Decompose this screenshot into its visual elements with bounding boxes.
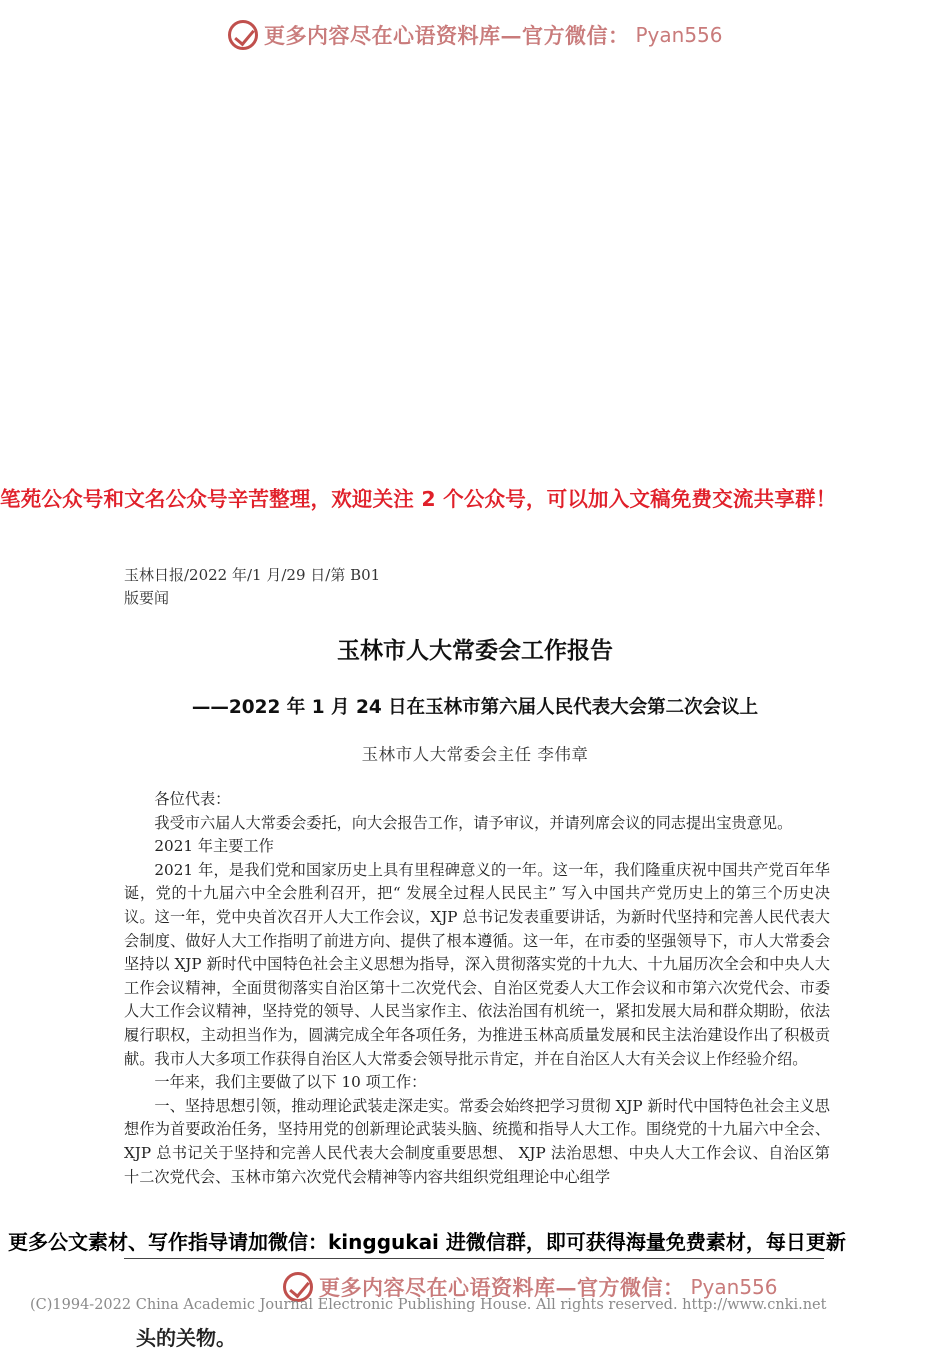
report-subtitle: ——2022 年 1 月 24 日在玉林市第六届人民代表大会第二次会议上 [191, 697, 759, 718]
watermark-text: 更多内容尽在心语资料库—官方微信： [264, 23, 630, 48]
promo-banner-red: 笔苑公众号和文名公众号辛苦整理，欢迎关注 2 个公众号，可以加入文稿免费交流共享群！ [0, 487, 837, 511]
watermark-id: Pyan556 [635, 23, 723, 47]
cut-off-text: 头的关物。 [136, 1326, 236, 1350]
watermark-header [228, 20, 723, 50]
report-author: 玉林市人大常委会主任 李伟章 [361, 745, 589, 764]
source-line: 玉林日报/2022 年/1 月/29 日/第 B01 [124, 566, 381, 584]
report-body [124, 788, 830, 1189]
report-title: 玉林市人大常委会工作报告 [337, 638, 613, 664]
section-line: 版要闻 [124, 589, 170, 607]
paragraph: 一年来，我们主要做了以下 10 项工作： [154, 1073, 427, 1092]
divider-line [124, 1258, 824, 1259]
paragraph: 2021 年主要工作 [154, 837, 274, 856]
paragraph: 各位代表： [154, 790, 231, 808]
watermark-text: 更多内容尽在心语资料库—官方微信： [319, 1275, 685, 1300]
paragraph: 我受市六届人大常委会委托，向大会报告工作，请予审议，并请列席会议的同志提出宝贵意见。 [154, 813, 793, 832]
watermark-id: Pyan556 [690, 1275, 778, 1299]
paragraph: 一、坚持思想引领，推动理论武装走深走实。常委会始终把学习贯彻 XJP 新时代中国特色社会主义思想作为首要政治任务，坚持用党的创新理论武装头脑、统揽和指导人大工作。围绕党的十九届六中全会、 XJP 总书记关于坚持和完善人民代表大会制度重要思想、 XJP 法治思想、中央人大工作会议、自治区第十二次党代会、玉林市第六次党代会精神等内容共组织党组理论中心组学 [124, 1096, 830, 1186]
paragraph: 2021 年，是我们党和国家历史上具有里程碑意义的一年。这一年，我们隆重庆祝中国共产党百年华诞，党的十九届六中全会胜利召开，把“ 发展全过程人民民主” 写入中国共产党历史上的第三个历史决议。这一年，党中央首次召开人大工作会议，XJP 总书记发表重要讲话，为新时代坚持和完善人民代表大会制度、做好人大工作指明了前进方向、提供了根本遵循。这一年，在市委的坚强领导下，市人大常委会坚持以 XJP 新时代中国特色社会主义思想为指导，深入贯彻落实党的十九大、十九届历次全会和中央人大工作会议精神，全面贯彻落实自治区第十二次党代会、自治区党委人大工作会议和市第六次党代会、市委人大工作会议精神，坚持党的领导、人民当家作主、依法治国有机统一，紧扣发展大局和群众期盼，依法履行职权，主动担当作为，圆满完成全年各项任务，为推进玉林高质量发展和民主法治建设作出了积极贡献。我市人大多项工作获得自治区人大常委会领导批示肯定，并在自治区人大有关会议上作经验介绍。 [124, 860, 830, 1068]
copyright-notice: (C)1994-2022 China Academic Journal Electronic Publishing House. All rights reserved. http://www.cnki.net [30, 1297, 827, 1313]
promo-banner-black: 更多公文素材、写作指导请加微信：kinggukai 进微信群，即可获得海量免费素材，每日更新 [8, 1226, 948, 1255]
seal-logo-icon [228, 20, 258, 50]
